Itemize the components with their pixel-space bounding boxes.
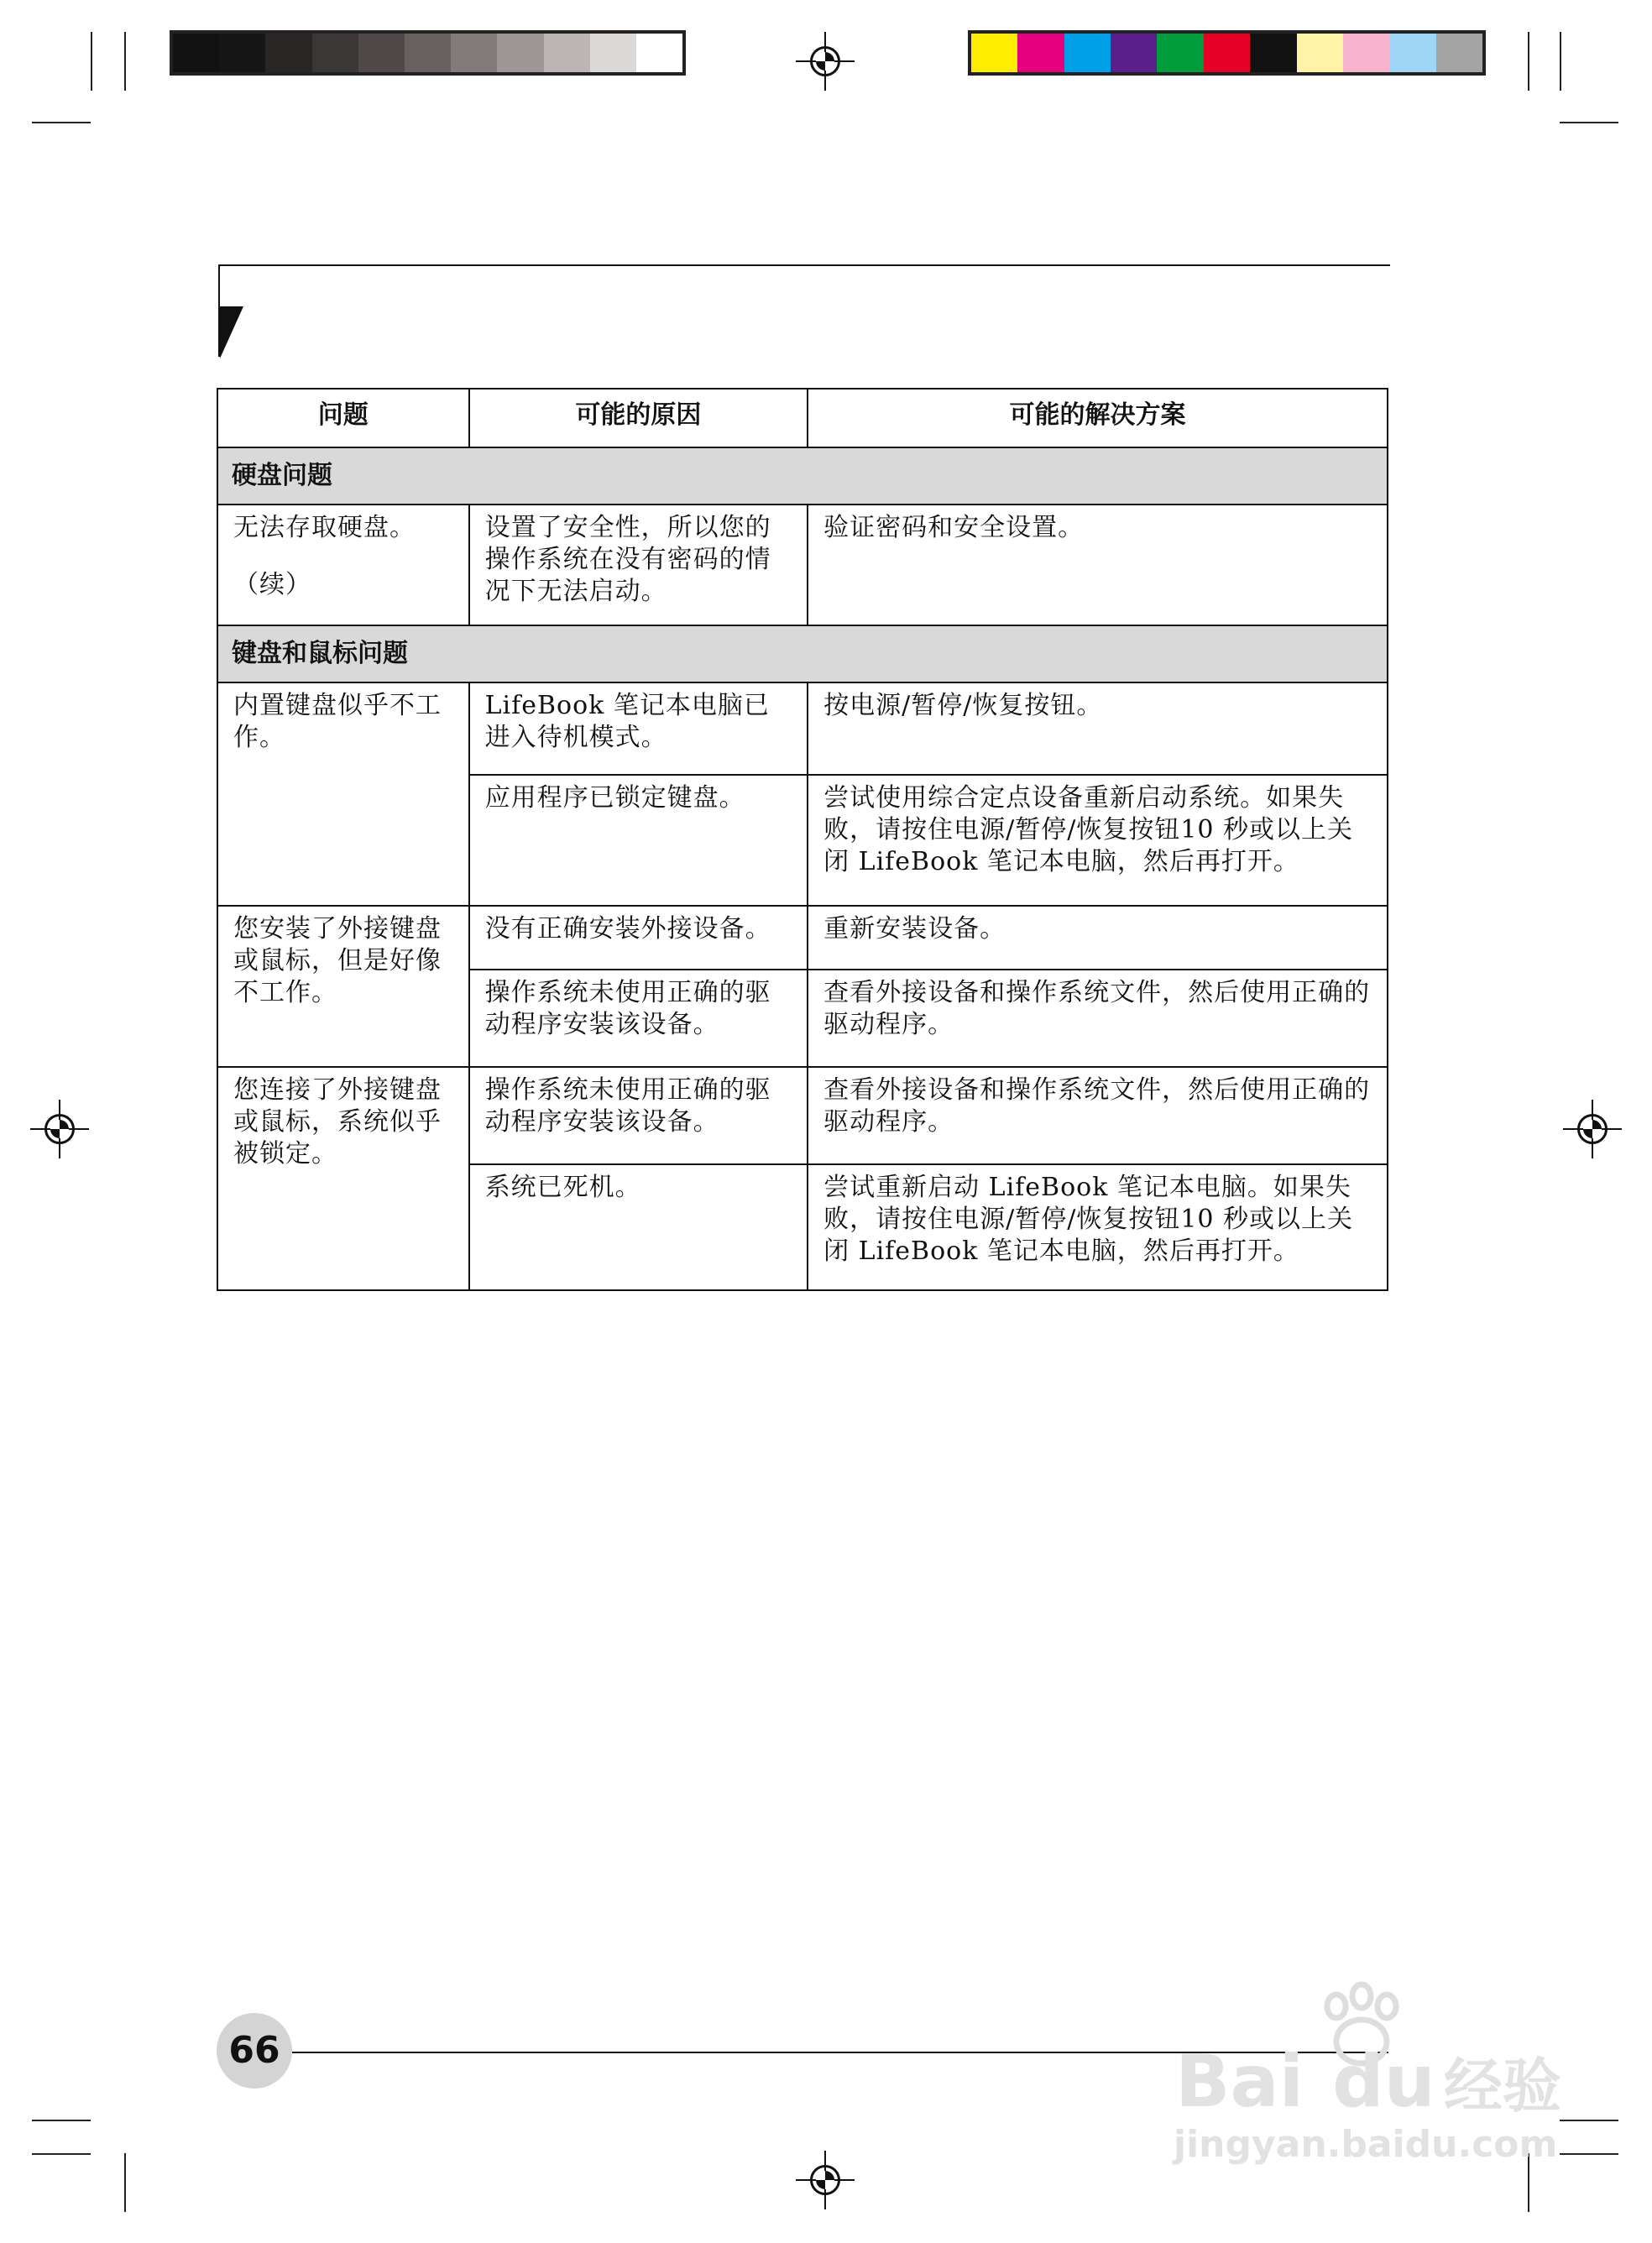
crop-mark [1528,32,1529,91]
crop-mark [32,2153,91,2155]
column-header-problem: 问题 [217,389,469,442]
problem-text: 无法存取硬盘。 [233,513,416,542]
crop-mark [1560,122,1618,123]
gray-swatch [544,34,590,72]
color-swatch [1250,34,1296,72]
solution-cell: 验证密码和安全设置。 [808,505,1388,625]
troubleshooting-table [217,388,1388,1291]
registration-mark-icon [796,32,855,91]
gray-swatch [265,34,311,72]
table-row [217,505,1388,625]
crop-mark [1560,2120,1618,2121]
solution-cell: 查看外接设备和操作系统文件，然后使用正确的驱动程序。 [808,970,1388,1067]
chapter-tab-marker [217,306,245,358]
gray-swatch [497,34,543,72]
watermark-brand-right: du [1332,2040,1435,2124]
problem-cell: 您安装了外接键盘或鼠标，但是好像不工作。 [217,906,469,1067]
solution-cell: 按电源/暂停/恢复按钮。 [808,682,1388,775]
solution-cell: 重新安装设备。 [808,906,1388,970]
color-swatch [1343,34,1389,72]
crop-mark [91,32,92,91]
crop-mark [32,122,91,123]
crop-mark [124,32,126,91]
header-gap-row [217,442,1388,447]
registration-mark-icon [30,1100,89,1158]
crop-mark [1560,32,1561,91]
table-row [217,906,1388,970]
gray-swatch [590,34,636,72]
watermark-brand-cn: 经验 [1443,2052,1561,2120]
problem-cell [217,505,469,625]
problem-cell: 内置键盘似乎不工作。 [217,682,469,906]
cause-cell: 应用程序已锁定键盘。 [469,775,808,906]
gray-swatch [219,34,265,72]
cause-cell: LifeBook 笔记本电脑已进入待机模式。 [469,682,808,775]
solution-cell: 查看外接设备和操作系统文件，然后使用正确的驱动程序。 [808,1067,1388,1164]
cause-cell: 操作系统未使用正确的驱动程序安装该设备。 [469,970,808,1067]
watermark-brand [1175,2040,1561,2128]
color-swatch [1204,34,1250,72]
color-swatch [1111,34,1157,72]
continued-label: （续） [233,570,311,599]
color-swatch [1157,34,1203,72]
cause-cell: 操作系统未使用正确的驱动程序安装该设备。 [469,1067,808,1164]
grayscale-calibration-bar [170,30,686,76]
gray-swatch [451,34,497,72]
table-row [217,682,1388,775]
color-swatch [1297,34,1343,72]
watermark-brand-left: Bai [1175,2040,1304,2124]
section-title-keyboard-mouse: 键盘和鼠标问题 [217,625,1388,682]
solution-cell: 尝试重新启动 LifeBook 笔记本电脑。如果失败，请按住电源/暂停/恢复按钮10 秒或以上关闭 LifeBook 笔记本电脑，然后再打开。 [808,1164,1388,1290]
chapter-header-rule [218,264,1390,266]
gray-swatch [636,34,682,72]
color-swatch [1064,34,1111,72]
section-title-hdd: 硬盘问题 [217,447,1388,505]
cause-cell: 系统已死机。 [469,1164,808,1290]
problem-cell: 您连接了外接键盘或鼠标，系统似乎被锁定。 [217,1067,469,1290]
column-header-solution: 可能的解决方案 [808,389,1388,442]
page-number-badge: 66 [217,2013,292,2089]
column-header-cause: 可能的原因 [469,389,808,442]
solution-cell: 尝试使用综合定点设备重新启动系统。如果失败，请按住电源/暂停/恢复按钮10 秒或以上关闭 LifeBook 笔记本电脑，然后再打开。 [808,775,1388,906]
gray-swatch [405,34,451,72]
registration-mark-icon [1563,1100,1622,1158]
table-row [217,1067,1388,1164]
color-swatch [971,34,1017,72]
table-header-row [217,389,1388,442]
gray-swatch [358,34,405,72]
crop-mark [124,2153,126,2212]
watermark-url: jingyan.baidu.com [1174,2123,1558,2166]
section-row-keyboard-mouse [217,625,1388,682]
cause-cell: 没有正确安装外接设备。 [469,906,808,970]
color-swatch [1389,34,1435,72]
color-swatch [1436,34,1482,72]
crop-mark [1560,2153,1618,2155]
color-swatch [1017,34,1064,72]
gray-swatch [312,34,358,72]
crop-mark [32,2120,91,2121]
color-calibration-bar [968,30,1486,76]
section-row-hdd [217,447,1388,505]
registration-mark-icon [796,2151,855,2209]
cause-cell: 设置了安全性，所以您的操作系统在没有密码的情况下无法启动。 [469,505,808,625]
gray-swatch [173,34,219,72]
